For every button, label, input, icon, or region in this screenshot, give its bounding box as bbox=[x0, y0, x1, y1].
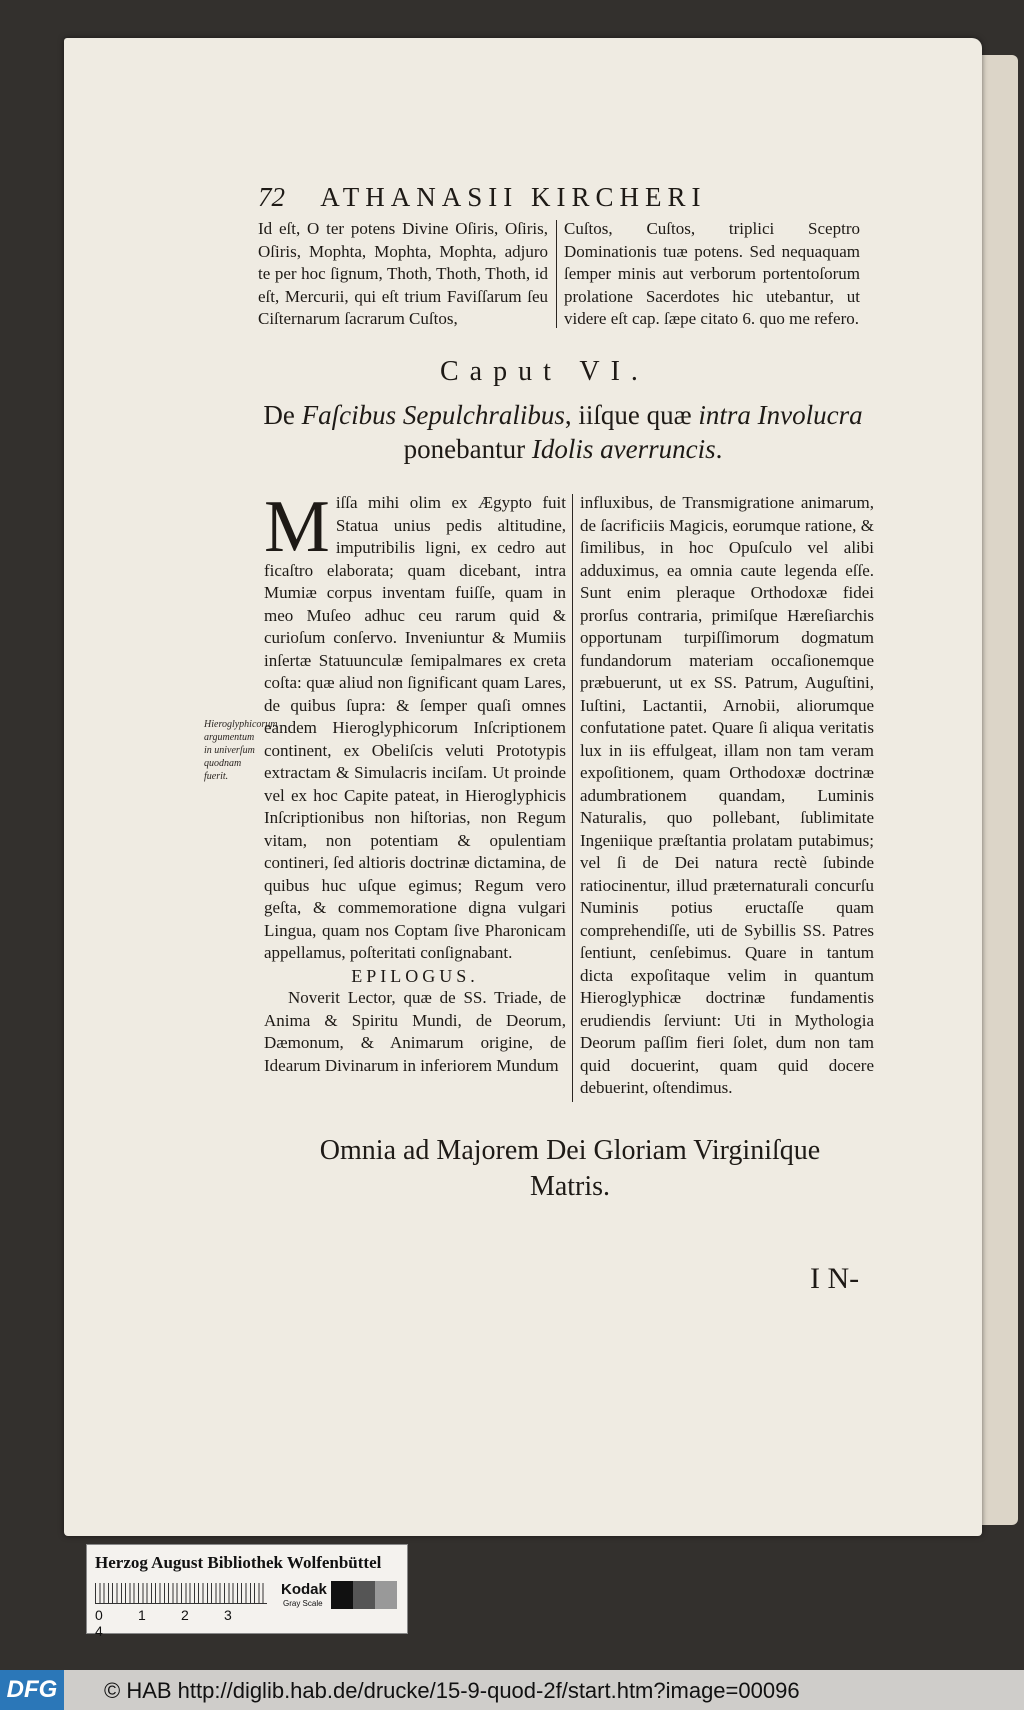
gray-swatch bbox=[353, 1581, 375, 1609]
ruler-number: 1 bbox=[138, 1607, 146, 1623]
gray-scale-label: Gray Scale bbox=[283, 1599, 323, 1608]
column-rule-body bbox=[572, 494, 573, 1102]
calibration-card bbox=[86, 1544, 408, 1639]
dfg-logo: DFG bbox=[0, 1670, 64, 1710]
chapter-number: Caput VI. bbox=[440, 356, 649, 387]
page-number: 72 bbox=[258, 182, 285, 212]
margin-note: Hieroglyphicorum argumentum in univerſum quodnam fuerit. bbox=[204, 719, 278, 782]
body-right-column: influxibus, de Transmigratione animarum, de ſacrificiis Magicis, eorumque ratione, & ſimilibus, in hoc Opuſculo vel alibi adduximus, ea omnia caute legenda eſſe. Sunt enim pleraque Orthodoxæ fidei prorſus contraria, primiſque Hæreſiarchis opportunam turpiſſimorum dogmatum fundandorum materiam occaſionemque præbuerunt, ut ex SS. Patrum, Auguſtini, Iuſtini, Lactantii, Arnobii, aliorumque confutatione patet. Quare ſi aliqua veritatis lux in iis effulgeat, illam non tam veram expoſitionem, quam Orthodoxæ doctrinæ adumbrationem quandam, Luminis Naturalis, quo pollebant, ſublimitate Ingeniique præſtantia prolatam putabimus; vel ſi de Dei natura rectè ſubinde ratiocinentur, illud præternaturali concurſu Numinis potius eructaſſe quam comprehendiſſe, uti de Sybillis SS. Patres ſentiunt, cenſebimus. Quare in tantum dicta expoſitaque velim in quantum Hieroglyphicæ doctrinæ fundamentis erudiendis ſerviunt: Uti in Mythologia Deorum paſſim fieri ſolet, dum non tam quid docuerint, quam quid docere debuerint, oſtendimus. bbox=[580, 493, 874, 1097]
chapter-title-part-6: Idolis averruncis bbox=[531, 434, 716, 464]
top-left-column: Id eſt, O ter potens Divine Oſiris, Oſiris, Oſiris, Mophta, Mophta, Mophta, adjuro te per hoc ſignum, Thoth, Thoth, Thoth, id eſt, Mercurii, qui eſt trium Faviſſarum ſeu Ciſternarum ſacrarum Cuſtos, bbox=[258, 219, 548, 328]
drop-cap: M bbox=[264, 486, 330, 568]
scale-ruler bbox=[95, 1583, 267, 1604]
ruler-number: 0 bbox=[95, 1607, 103, 1623]
body-left-text: iſſa mihi olim ex Ægypto fuit Statua unius pedis altitudine, imputribilis ligni, ex cedro aut ficaſtro elaborata; quam dicebant, intra Mumiæ corpus inventam fuiſſe, quam in meo Muſeo adhuc ceu rarum quid & curioſum conſervo. Inveniuntur & Mumiis inſertæ Statuunculæ ſemipalmares ex creta coſta: quæ aliud non ſignificant quam Lares, de quibus ſupra: & ſemper quaſi omnes eandem Hieroglyphicorum Inſcriptionem continent, ex Obeliſcis veluti Prototypis extractam & Simulacris inciſam. Ut proinde vel ex hoc Capite pateat, in Hieroglyphicis Inſcriptionibus non hiſtorias, non Regum vitam, non potentiam & opulentiam contineri, ſed altioris doctrinæ dictamina, de quibus huc uſque egimus; Regum vero geſta, & commemoratione digna vulgari Lingua, quam nos Coptam ſive Pharonicam appellamus, poſteritati conſignabant. bbox=[264, 493, 566, 962]
catchword: I N- bbox=[810, 1262, 860, 1295]
footer-credit: © HAB http://diglib.hab.de/drucke/15-9-quod-2f/start.htm?image=00096 bbox=[104, 1678, 800, 1703]
page-edge bbox=[982, 55, 1018, 1525]
chapter-title bbox=[258, 398, 868, 466]
ruler-number: 2 bbox=[181, 1607, 189, 1623]
ruler-numbers bbox=[95, 1607, 285, 1639]
chapter-title-part-7: . bbox=[715, 434, 723, 464]
library-label: Herzog August Bibliothek Wolfenbüttel bbox=[95, 1553, 382, 1572]
chapter-title-part-5: ponebantur bbox=[403, 434, 532, 464]
chapter-title-part-1: De bbox=[263, 400, 302, 430]
epilogus-text: Noverit Lector, quæ de SS. Triade, de Anima & Spiritu Mundi, de Deorum, Dæmonum, & Animarum origine, de Idearum Divinarum in inferiorem Mundum bbox=[264, 988, 566, 1075]
running-title: ATHANASII KIRCHERI bbox=[320, 182, 707, 212]
chapter-title-part-4: intra Involucra bbox=[698, 400, 863, 430]
chapter-title-part-2: Faſcibus Sepulchralibus bbox=[301, 400, 565, 430]
closing-dedication: Omnia ad Majorem Dei Gloriam Virginiſque Matris. bbox=[319, 1135, 821, 1202]
gray-swatch bbox=[331, 1581, 353, 1609]
kodak-brand: Kodak bbox=[281, 1581, 327, 1598]
chapter-title-part-3: , iiſque quæ bbox=[564, 400, 699, 430]
column-rule-top bbox=[556, 220, 557, 328]
running-head bbox=[258, 182, 778, 213]
epilogus-heading: EPILOGUS. bbox=[351, 965, 479, 986]
gray-swatch bbox=[375, 1581, 397, 1609]
body-left-column bbox=[264, 486, 566, 1077]
ruler-number: 3 bbox=[224, 1607, 232, 1623]
ruler-number: 4 bbox=[95, 1623, 103, 1639]
top-right-column: Cuſtos, Cuſtos, triplici Sceptro Dominationis tuæ potens. Sed nequaquam ſemper minis aut verborum portentoſorum prolatione Sacerdotes hic utebantur, ut videre eſt cap. ſæpe citato 6. quo me refero. bbox=[564, 219, 860, 328]
